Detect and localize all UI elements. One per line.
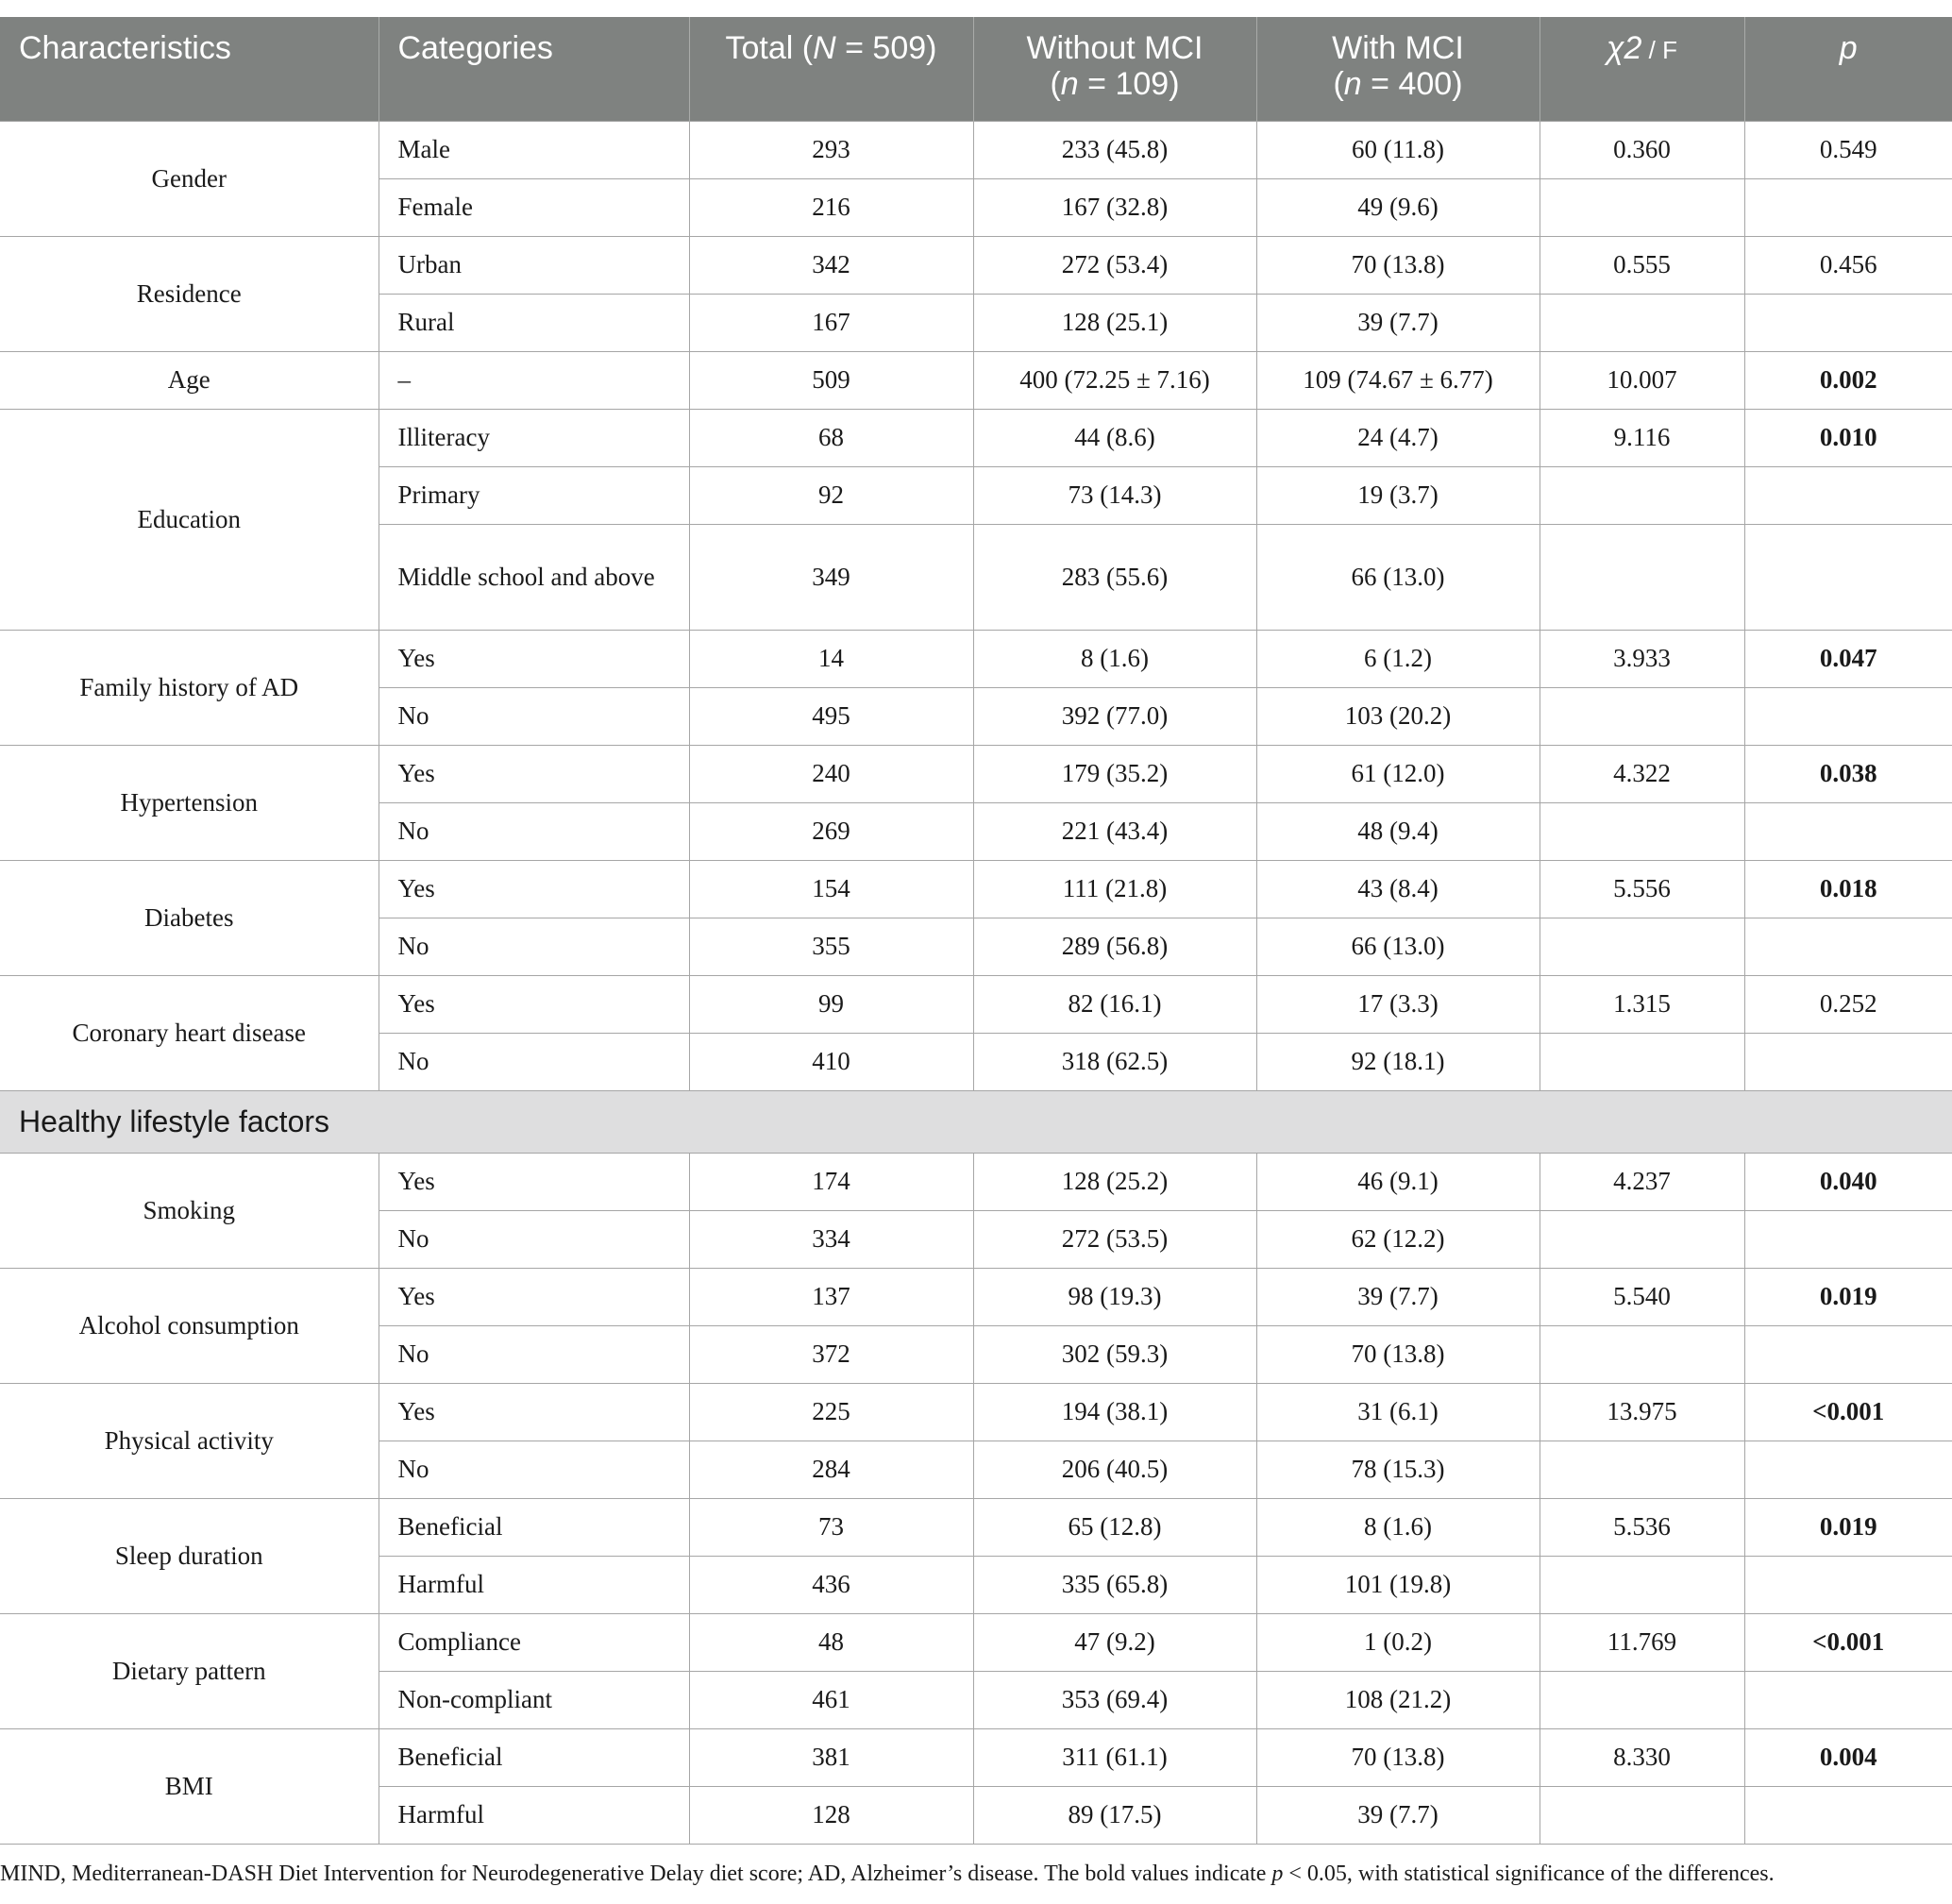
category-cell: Female <box>379 178 689 236</box>
header-chi-square-f: χ2 / F <box>1540 17 1744 121</box>
with-mci-cell: 39 (7.7) <box>1256 1786 1540 1844</box>
statistic-cell <box>1540 918 1744 975</box>
p-value-cell <box>1744 802 1952 860</box>
table-row <box>0 351 1952 409</box>
table-row <box>0 121 1952 178</box>
table-row <box>0 236 1952 294</box>
p-value-cell <box>1744 178 1952 236</box>
table-row <box>0 975 1952 1033</box>
statistic-cell <box>1540 524 1744 630</box>
without-mci-cell: 272 (53.5) <box>973 1210 1256 1268</box>
category-cell: Beneficial <box>379 1498 689 1556</box>
without-mci-cell: 353 (69.4) <box>973 1671 1256 1728</box>
characteristic-cell: Dietary pattern <box>0 1613 379 1728</box>
section-row <box>0 1090 1952 1153</box>
total-cell: 167 <box>689 294 973 351</box>
with-mci-cell: 48 (9.4) <box>1256 802 1540 860</box>
without-mci-cell: 111 (21.8) <box>973 860 1256 918</box>
category-cell: No <box>379 802 689 860</box>
total-cell: 334 <box>689 1210 973 1268</box>
category-cell: Yes <box>379 745 689 802</box>
with-mci-cell: 49 (9.6) <box>1256 178 1540 236</box>
without-mci-cell: 272 (53.4) <box>973 236 1256 294</box>
total-cell: 73 <box>689 1498 973 1556</box>
statistic-cell <box>1540 1210 1744 1268</box>
without-mci-cell: 128 (25.1) <box>973 294 1256 351</box>
category-cell: Harmful <box>379 1786 689 1844</box>
with-mci-cell: 24 (4.7) <box>1256 409 1540 466</box>
table-row <box>0 1383 1952 1441</box>
category-cell: Yes <box>379 975 689 1033</box>
p-value-cell <box>1744 1441 1952 1498</box>
without-mci-cell: 283 (55.6) <box>973 524 1256 630</box>
category-cell: No <box>379 918 689 975</box>
category-cell: Yes <box>379 1153 689 1210</box>
header-with-mci: With MCI (n = 400) <box>1256 17 1540 121</box>
table-row <box>0 1268 1952 1325</box>
statistic-cell: 8.330 <box>1540 1728 1744 1786</box>
total-cell: 372 <box>689 1325 973 1383</box>
with-mci-cell: 103 (20.2) <box>1256 687 1540 745</box>
p-value-cell: 0.002 <box>1744 351 1952 409</box>
p-value-cell <box>1744 1671 1952 1728</box>
with-mci-cell: 19 (3.7) <box>1256 466 1540 524</box>
without-mci-cell: 233 (45.8) <box>973 121 1256 178</box>
characteristic-cell: Residence <box>0 236 379 351</box>
statistic-cell: 3.933 <box>1540 630 1744 687</box>
without-mci-cell: 44 (8.6) <box>973 409 1256 466</box>
total-cell: 509 <box>689 351 973 409</box>
without-mci-cell: 335 (65.8) <box>973 1556 1256 1613</box>
statistic-cell: 5.536 <box>1540 1498 1744 1556</box>
with-mci-cell: 46 (9.1) <box>1256 1153 1540 1210</box>
category-cell: Non-compliant <box>379 1671 689 1728</box>
without-mci-cell: 167 (32.8) <box>973 178 1256 236</box>
with-mci-cell: 70 (13.8) <box>1256 1325 1540 1383</box>
table-body <box>0 121 1952 1844</box>
table-row <box>0 409 1952 466</box>
statistic-cell <box>1540 802 1744 860</box>
statistic-cell: 11.769 <box>1540 1613 1744 1671</box>
without-mci-cell: 65 (12.8) <box>973 1498 1256 1556</box>
statistic-cell: 5.540 <box>1540 1268 1744 1325</box>
p-value-cell: 0.040 <box>1744 1153 1952 1210</box>
statistic-cell: 10.007 <box>1540 351 1744 409</box>
without-mci-cell: 400 (72.25 ± 7.16) <box>973 351 1256 409</box>
table-row <box>0 1153 1952 1210</box>
table-header <box>0 17 1952 121</box>
without-mci-cell: 8 (1.6) <box>973 630 1256 687</box>
header-without-mci: Without MCI (n = 109) <box>973 17 1256 121</box>
p-value-cell <box>1744 524 1952 630</box>
statistic-cell <box>1540 1441 1744 1498</box>
table-container <box>0 17 1952 1845</box>
with-mci-cell: 17 (3.3) <box>1256 975 1540 1033</box>
with-mci-cell: 1 (0.2) <box>1256 1613 1540 1671</box>
with-mci-cell: 66 (13.0) <box>1256 918 1540 975</box>
p-value-cell: <0.001 <box>1744 1383 1952 1441</box>
with-mci-cell: 70 (13.8) <box>1256 1728 1540 1786</box>
statistic-cell <box>1540 178 1744 236</box>
total-cell: 293 <box>689 121 973 178</box>
characteristic-cell: Diabetes <box>0 860 379 975</box>
characteristic-cell: Family history of AD <box>0 630 379 745</box>
characteristic-cell: Alcohol consumption <box>0 1268 379 1383</box>
statistic-cell <box>1540 466 1744 524</box>
header-categories: Categories <box>379 17 689 121</box>
without-mci-cell: 318 (62.5) <box>973 1033 1256 1090</box>
category-cell: Yes <box>379 1383 689 1441</box>
header-total: Total (N = 509) <box>689 17 973 121</box>
category-cell: Yes <box>379 630 689 687</box>
total-cell: 381 <box>689 1728 973 1786</box>
total-cell: 495 <box>689 687 973 745</box>
total-cell: 68 <box>689 409 973 466</box>
table-row <box>0 1728 1952 1786</box>
category-cell: No <box>379 1441 689 1498</box>
category-cell: Urban <box>379 236 689 294</box>
header-p-value: p <box>1744 17 1952 121</box>
p-value-cell <box>1744 1786 1952 1844</box>
table-row <box>0 860 1952 918</box>
with-mci-cell: 62 (12.2) <box>1256 1210 1540 1268</box>
statistic-cell: 4.237 <box>1540 1153 1744 1210</box>
p-value-cell: 0.038 <box>1744 745 1952 802</box>
statistic-cell <box>1540 1786 1744 1844</box>
total-cell: 225 <box>689 1383 973 1441</box>
characteristic-cell: Physical activity <box>0 1383 379 1498</box>
without-mci-cell: 82 (16.1) <box>973 975 1256 1033</box>
with-mci-cell: 6 (1.2) <box>1256 630 1540 687</box>
without-mci-cell: 311 (61.1) <box>973 1728 1256 1786</box>
p-value-cell: 0.019 <box>1744 1268 1952 1325</box>
without-mci-cell: 194 (38.1) <box>973 1383 1256 1441</box>
without-mci-cell: 89 (17.5) <box>973 1786 1256 1844</box>
without-mci-cell: 128 (25.2) <box>973 1153 1256 1210</box>
total-cell: 174 <box>689 1153 973 1210</box>
category-cell: Middle school and above <box>379 524 689 630</box>
total-cell: 342 <box>689 236 973 294</box>
statistic-cell: 0.360 <box>1540 121 1744 178</box>
p-value-cell <box>1744 1325 1952 1383</box>
category-cell: No <box>379 1033 689 1090</box>
p-value-cell: <0.001 <box>1744 1613 1952 1671</box>
category-cell: Male <box>379 121 689 178</box>
p-value-cell <box>1744 1210 1952 1268</box>
total-cell: 349 <box>689 524 973 630</box>
statistic-cell <box>1540 1325 1744 1383</box>
without-mci-cell: 206 (40.5) <box>973 1441 1256 1498</box>
with-mci-cell: 66 (13.0) <box>1256 524 1540 630</box>
characteristics-table <box>0 17 1952 1845</box>
table-row <box>0 630 1952 687</box>
table-row <box>0 1613 1952 1671</box>
category-cell: Yes <box>379 860 689 918</box>
with-mci-cell: 43 (8.4) <box>1256 860 1540 918</box>
without-mci-cell: 302 (59.3) <box>973 1325 1256 1383</box>
category-cell: Beneficial <box>379 1728 689 1786</box>
characteristic-cell: Smoking <box>0 1153 379 1268</box>
category-cell: No <box>379 1210 689 1268</box>
characteristic-cell: Education <box>0 409 379 630</box>
with-mci-cell: 92 (18.1) <box>1256 1033 1540 1090</box>
category-cell: No <box>379 687 689 745</box>
p-value-cell <box>1744 294 1952 351</box>
statistic-cell <box>1540 1556 1744 1613</box>
table-row <box>0 745 1952 802</box>
statistic-cell <box>1540 1671 1744 1728</box>
without-mci-cell: 73 (14.3) <box>973 466 1256 524</box>
total-cell: 410 <box>689 1033 973 1090</box>
p-value-cell <box>1744 687 1952 745</box>
p-value-cell: 0.252 <box>1744 975 1952 1033</box>
statistic-cell: 9.116 <box>1540 409 1744 466</box>
with-mci-cell: 70 (13.8) <box>1256 236 1540 294</box>
without-mci-cell: 179 (35.2) <box>973 745 1256 802</box>
total-cell: 240 <box>689 745 973 802</box>
category-cell: Illiteracy <box>379 409 689 466</box>
statistic-cell: 0.555 <box>1540 236 1744 294</box>
category-cell: Primary <box>379 466 689 524</box>
p-value-cell <box>1744 466 1952 524</box>
statistic-cell <box>1540 294 1744 351</box>
p-value-cell: 0.047 <box>1744 630 1952 687</box>
without-mci-cell: 98 (19.3) <box>973 1268 1256 1325</box>
category-cell: Yes <box>379 1268 689 1325</box>
p-value-cell: 0.018 <box>1744 860 1952 918</box>
with-mci-cell: 60 (11.8) <box>1256 121 1540 178</box>
total-cell: 92 <box>689 466 973 524</box>
statistic-cell: 5.556 <box>1540 860 1744 918</box>
characteristic-cell: Age <box>0 351 379 409</box>
without-mci-cell: 392 (77.0) <box>973 687 1256 745</box>
p-value-cell <box>1744 1556 1952 1613</box>
total-cell: 14 <box>689 630 973 687</box>
without-mci-cell: 221 (43.4) <box>973 802 1256 860</box>
p-value-cell: 0.010 <box>1744 409 1952 466</box>
characteristic-cell: BMI <box>0 1728 379 1844</box>
total-cell: 48 <box>689 1613 973 1671</box>
with-mci-cell: 39 (7.7) <box>1256 294 1540 351</box>
table-footnote: MIND, Mediterranean-DASH Diet Intervention for Neurodegenerative Delay diet score; AD, Alzheimer’s disease. The bold values indicate p < 0.05, with statistical significance of the differences. <box>0 1862 1775 1886</box>
with-mci-cell: 31 (6.1) <box>1256 1383 1540 1441</box>
p-value-cell <box>1744 1033 1952 1090</box>
category-cell: Harmful <box>379 1556 689 1613</box>
total-cell: 269 <box>689 802 973 860</box>
table-row <box>0 1498 1952 1556</box>
header-characteristics: Characteristics <box>0 17 379 121</box>
total-cell: 99 <box>689 975 973 1033</box>
category-cell: Compliance <box>379 1613 689 1671</box>
with-mci-cell: 109 (74.67 ± 6.77) <box>1256 351 1540 409</box>
total-cell: 461 <box>689 1671 973 1728</box>
characteristic-cell: Coronary heart disease <box>0 975 379 1090</box>
category-cell: Rural <box>379 294 689 351</box>
p-value-cell: 0.549 <box>1744 121 1952 178</box>
p-value-cell: 0.456 <box>1744 236 1952 294</box>
without-mci-cell: 47 (9.2) <box>973 1613 1256 1671</box>
total-cell: 436 <box>689 1556 973 1613</box>
statistic-cell: 4.322 <box>1540 745 1744 802</box>
statistic-cell <box>1540 1033 1744 1090</box>
characteristic-cell: Hypertension <box>0 745 379 860</box>
total-cell: 284 <box>689 1441 973 1498</box>
statistic-cell <box>1540 687 1744 745</box>
p-value-cell <box>1744 918 1952 975</box>
total-cell: 154 <box>689 860 973 918</box>
statistic-cell: 13.975 <box>1540 1383 1744 1441</box>
total-cell: 355 <box>689 918 973 975</box>
header-row <box>0 17 1952 121</box>
category-cell: – <box>379 351 689 409</box>
p-value-cell: 0.019 <box>1744 1498 1952 1556</box>
characteristic-cell: Gender <box>0 121 379 236</box>
with-mci-cell: 78 (15.3) <box>1256 1441 1540 1498</box>
with-mci-cell: 61 (12.0) <box>1256 745 1540 802</box>
with-mci-cell: 8 (1.6) <box>1256 1498 1540 1556</box>
with-mci-cell: 108 (21.2) <box>1256 1671 1540 1728</box>
total-cell: 128 <box>689 1786 973 1844</box>
statistic-cell: 1.315 <box>1540 975 1744 1033</box>
total-cell: 137 <box>689 1268 973 1325</box>
total-cell: 216 <box>689 178 973 236</box>
with-mci-cell: 101 (19.8) <box>1256 1556 1540 1613</box>
p-value-cell: 0.004 <box>1744 1728 1952 1786</box>
characteristic-cell: Sleep duration <box>0 1498 379 1613</box>
without-mci-cell: 289 (56.8) <box>973 918 1256 975</box>
section-title: Healthy lifestyle factors <box>0 1090 1952 1153</box>
with-mci-cell: 39 (7.7) <box>1256 1268 1540 1325</box>
category-cell: No <box>379 1325 689 1383</box>
